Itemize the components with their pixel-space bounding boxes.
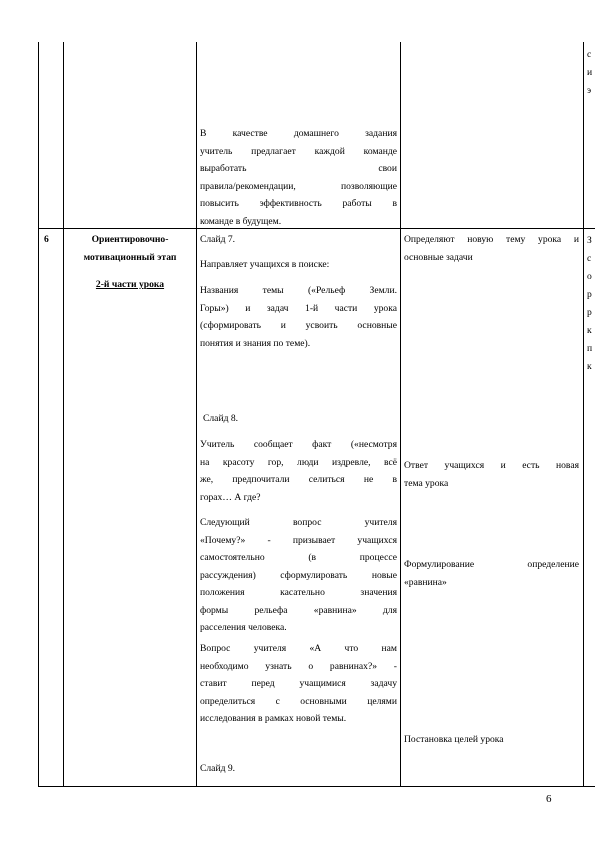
row-number: 6 [44,234,49,245]
slide-8-label: Слайд 8. [203,413,239,424]
slide-7-label: Слайд 7. [200,234,236,245]
student-goals: Постановка целей урока [404,734,504,745]
fact-text: Учитель сообщает факт («несмотря на красоту гор, люди издревле, всё же, предпочитали селиться не в горах… А где? [200,439,397,503]
teacher-direction: Направляет учащихся в поиске: [200,259,330,270]
topic-text: Названия темы («Рельеф Земли. Горы») и задач 1-й части урока (сформировать и усвоить основные понятия и знания по теме). [200,285,397,349]
student-activity-2: Ответ учащихся и есть новая тема урока [404,460,579,489]
stage-subtitle: 2-й части урока [95,279,165,290]
table-col-divider-2 [196,42,197,787]
table-col-divider-4 [583,42,584,787]
prev-row-clipped-column: с и э [587,49,593,96]
slide-9-label: Слайд 9. [200,763,236,774]
row6-clipped-column: З с о р р к п к [587,235,593,372]
why-question-text: Следующий вопрос учителя «Почему?» - призывает учащихся самостоятельно (в процессе рассуждения) сформулировать новые положения касательно значения формы рельефа «равнина» для расселения человека. [200,517,397,633]
student-activity-1: Определяют новую тему урока и основные задачи [404,234,579,263]
table-border-left [38,42,39,787]
table-col-divider-3 [400,42,401,787]
stage-title: Ориентировочно- мотивационный этап [83,234,177,263]
plains-question-text: Вопрос учителя «А что нам необходимо узнать о равнинах?» - ставит перед учащимися задачу определиться с основными целями исследования в рамках новой темы. [200,643,397,724]
homework-text: В качестве домашнего задания учитель предлагает каждой команде выработать свои правила/рекомендации, позволяющие повысить эффективность работы в команде в будущем. [200,128,397,227]
table-border-bottom [38,786,595,787]
table-col-divider-1 [63,42,64,787]
student-activity-3: Формулирование определение «равнина» [404,559,579,588]
page-number: 6 [546,793,552,805]
